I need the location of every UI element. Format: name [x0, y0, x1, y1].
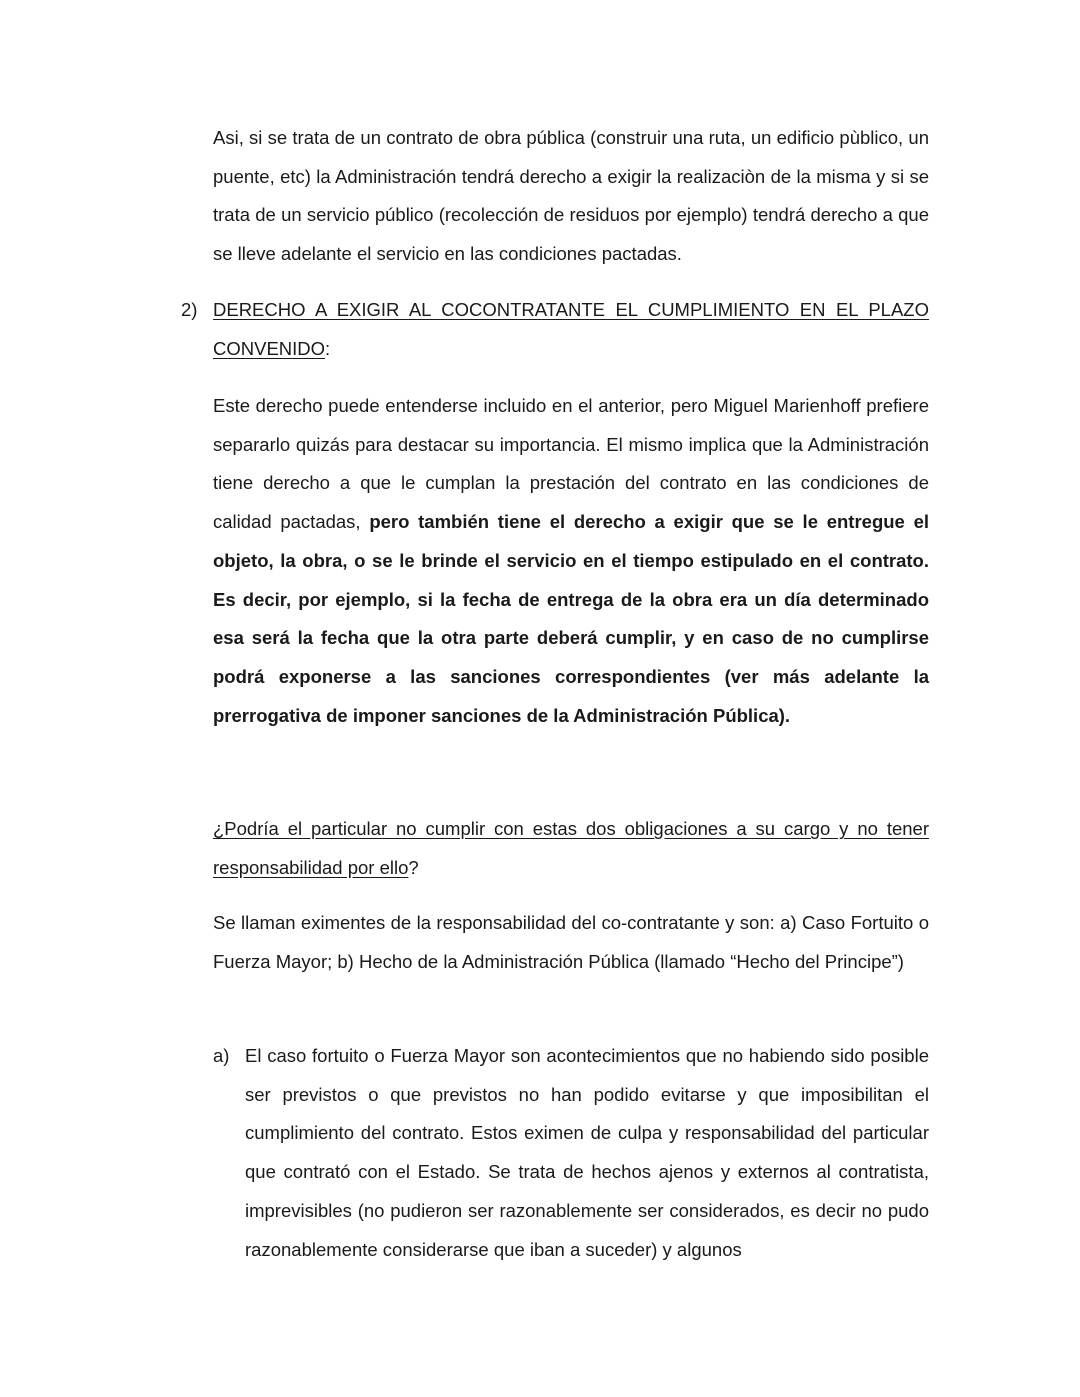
list-item-a [213, 1037, 929, 1269]
list-item-a-text: El caso fortuito o Fuerza Mayor son acontecimientos que no habiendo sido posible ser previstos o que previstos no han podido evitarse y que imposibilitan el cumplimiento del contrato. Estos eximen de culpa y responsabilidad del particular que contrató con el Estado. Se trata de hechos ajenos y externos al contratista, imprevisibles (no pudieron ser razonablemente ser considerados, es decir no pudo razonablemente considerarse que iban a suceder) y algunos [245, 1045, 929, 1260]
question-underlined: ¿Podría el particular no cumplir con estas dos obligaciones a su cargo y no tener responsabilidad por ello [213, 818, 929, 878]
paragraph-eximentes: Se llaman eximentes de la responsabilidad del co-contratante y son: a) Caso Fortuito o Fuerza Mayor; b) Hecho de la Administración Pública (llamado “Hecho del Principe”) [213, 912, 929, 972]
paragraph-marienhoff-bold: pero también tiene el derecho a exigir que se le entregue el objeto, la obra, o se le brinde el servicio en el tiempo estipulado en el contrato. Es decir, por ejemplo, si la fecha de entrega de la obra era un día determinado esa será la fecha que la otra parte deberá cumplir, y en caso de no cumplirse podrá exponerse a las sanciones correspondientes (ver más adelante la prerrogativa de imponer sanciones de la Administración Pública). [213, 511, 929, 726]
list-marker-2: 2) [181, 299, 198, 320]
heading-derecho-plazo: DERECHO A EXIGIR AL COCONTRATANTE EL CUMPLIMIENTO EN EL PLAZO CONVENIDO [213, 299, 929, 359]
paragraph-obra-publica: Asi, si se trata de un contrato de obra pública (construir una ruta, un edificio pùblico, un puente, etc) la Administración tendrá derecho a exigir la realizaciòn de la misma y si se trata de un servicio público (recolección de residuos por ejemplo) tendrá derecho a que se lleve adelante el servicio en las condiciones pactadas. [213, 127, 929, 265]
list-item-2 [181, 291, 929, 368]
heading-colon: : [325, 337, 331, 359]
paragraph-marienhoff-normal: Este derecho puede entenderse incluido en el anterior, pero Miguel Marienhoff prefiere separarlo quizás para destacar su importancia. El mismo implica que la Administración tiene derecho a que le cumplan la prestación del contrato en las condiciones de calidad pactadas, [213, 395, 929, 533]
list-marker-a: a) [213, 1045, 230, 1066]
paragraph-marienhoff [213, 387, 929, 735]
list-item-2-heading [213, 291, 929, 368]
question-heading [213, 810, 929, 887]
question-mark: ? [408, 856, 419, 878]
